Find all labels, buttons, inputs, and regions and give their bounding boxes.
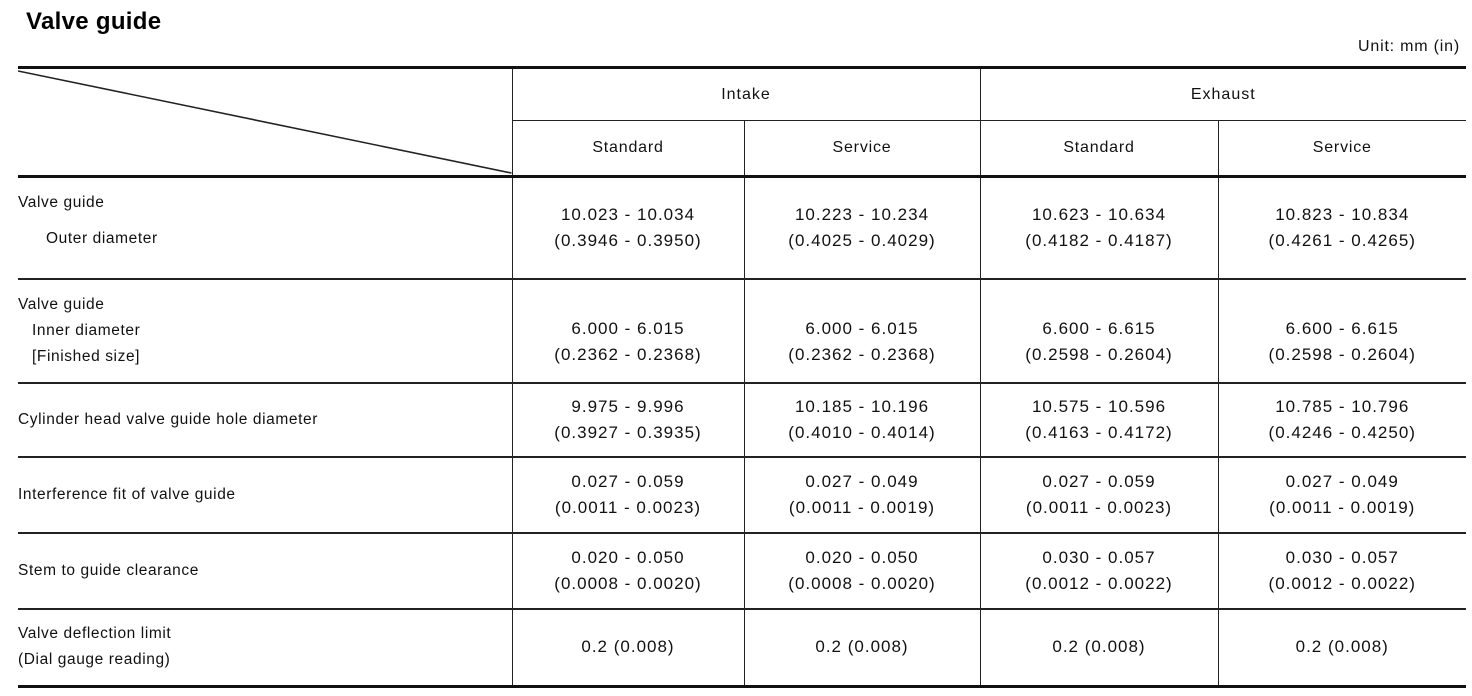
value-cell [512,533,744,609]
value-mm: 0.027 - 0.049 [1285,471,1399,491]
value-mm: 10.223 - 10.234 [794,204,930,224]
value-mm: 10.785 - 10.796 [1275,396,1410,416]
subheader-exhaust-standard: Standard [980,121,1218,177]
value-mm: 10.575 - 10.596 [1031,396,1167,416]
value-mm: 6.600 - 6.615 [1042,318,1156,338]
subheader-intake-service: Service [744,121,980,177]
value-mm: 0.027 - 0.059 [1042,471,1156,491]
table-row-interference-fit [18,457,1466,533]
value-in: (0.0011 - 0.0023) [554,497,702,517]
value-in: (0.0012 - 0.0022) [1268,573,1416,593]
value-cell [744,279,980,383]
value-in: (0.2598 - 0.2604) [1268,344,1416,364]
row-label [18,533,512,609]
table-row-stem-clearance [18,533,1466,609]
value-in: (0.2598 - 0.2604) [1025,344,1173,364]
value-mm: 6.000 - 6.015 [571,318,685,338]
row-label-line: Stem to guide clearance [18,561,199,579]
value-mm: 10.623 - 10.634 [1031,204,1167,224]
value-in: (0.0012 - 0.0022) [1025,573,1173,593]
value-mm-in: 0.2 (0.008) [1295,637,1389,657]
row-label [18,279,512,383]
table-row-deflection-limit [18,609,1466,687]
value-in: (0.0011 - 0.0019) [1269,497,1416,517]
subheader-intake-standard: Standard [512,121,744,177]
value-in: (0.4182 - 0.4187) [1025,230,1173,250]
value-in: (0.2362 - 0.2368) [554,344,702,364]
value-cell [1218,457,1466,533]
value-in: (0.0008 - 0.0020) [788,573,936,593]
row-label-line: Valve guide [18,193,105,211]
table-row-hole-diameter [18,383,1466,457]
value-cell [980,533,1218,609]
row-label-line: Valve deflection limit [18,625,172,643]
value-mm: 0.030 - 0.057 [1042,547,1156,567]
value-in: (0.0011 - 0.0019) [788,497,936,517]
value-in: (0.4163 - 0.4172) [1025,422,1173,442]
row-label-line: [Finished size] [32,347,141,365]
value-mm: 0.030 - 0.057 [1285,547,1399,567]
row-label-line: Interference fit of valve guide [18,485,236,503]
value-cell [744,177,980,279]
value-mm: 0.027 - 0.049 [805,471,919,491]
page-title: Valve guide [26,8,162,35]
value-cell [512,457,744,533]
value-cell [744,533,980,609]
row-label-line: Valve guide [18,295,105,313]
value-cell [1218,383,1466,457]
value-cell [744,383,980,457]
row-label [18,177,512,279]
value-cell [980,457,1218,533]
value-in: (0.4246 - 0.4250) [1268,422,1416,442]
row-label-line: Cylinder head valve guide hole diameter [18,410,318,428]
value-in: (0.3927 - 0.3935) [554,422,702,442]
value-cell [980,383,1218,457]
row-label [18,383,512,457]
value-cell [512,383,744,457]
value-mm: 0.020 - 0.050 [571,547,685,567]
value-cell [980,609,1218,687]
value-mm-in: 0.2 (0.008) [581,637,675,657]
value-cell [980,177,1218,279]
value-cell [512,177,744,279]
value-cell [1218,533,1466,609]
unit-label: Unit: mm (in) [1358,38,1460,55]
value-mm-in: 0.2 (0.008) [1052,637,1146,657]
value-cell [512,279,744,383]
value-mm: 10.823 - 10.834 [1275,204,1410,224]
group-header-intake: Intake [512,68,980,121]
value-cell [744,457,980,533]
value-in: (0.0008 - 0.0020) [554,573,702,593]
value-cell [980,279,1218,383]
value-in: (0.4025 - 0.4029) [788,230,936,250]
row-label-line: Inner diameter [32,321,141,339]
row-label [18,457,512,533]
subheader-exhaust-service: Service [1218,121,1466,177]
value-cell [1218,177,1466,279]
value-cell [744,609,980,687]
value-mm: 10.023 - 10.034 [560,204,696,224]
value-in: (0.3946 - 0.3950) [554,230,702,250]
value-cell [1218,279,1466,383]
value-mm: 10.185 - 10.196 [794,396,930,416]
group-header-exhaust: Exhaust [980,68,1466,121]
value-in: (0.0011 - 0.0023) [1025,497,1173,517]
value-in: (0.2362 - 0.2368) [788,344,936,364]
value-mm-in: 0.2 (0.008) [815,637,909,657]
value-mm: 6.000 - 6.015 [805,318,919,338]
row-label-line: (Dial gauge reading) [18,651,171,669]
row-label [18,609,512,687]
table-row-inner-diameter [18,279,1466,383]
value-cell [1218,609,1466,687]
value-in: (0.4010 - 0.4014) [788,422,936,442]
valve-guide-spec-table [18,66,1466,688]
value-cell [512,609,744,687]
row-label-line: Outer diameter [46,229,158,247]
value-in: (0.4261 - 0.4265) [1268,230,1416,250]
table-row-outer-diameter [18,177,1466,279]
value-mm: 0.027 - 0.059 [571,471,685,491]
diagonal-divider [18,69,512,175]
value-mm: 6.600 - 6.615 [1285,318,1399,338]
header-corner-cell [18,68,512,177]
value-mm: 9.975 - 9.996 [571,396,685,416]
value-mm: 0.020 - 0.050 [805,547,919,567]
